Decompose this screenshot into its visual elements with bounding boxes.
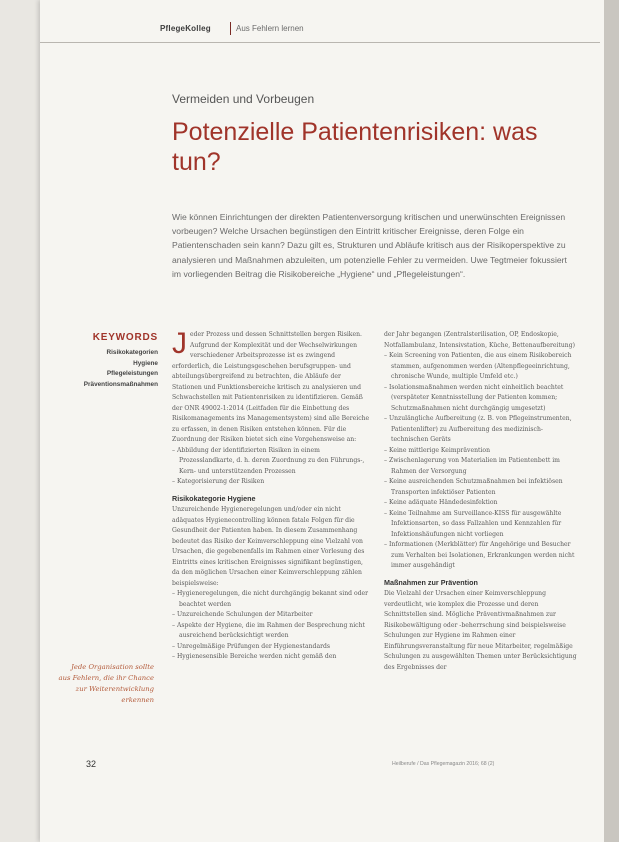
keywords-list: [60, 348, 158, 390]
bullet-text: Unzureichende Schulungen der Mitarbeiter: [176, 611, 313, 618]
pull-quote: Jede Organisation sollte aus Fehlern, die ihr Chance zur Weiterentwicklung erkennen: [58, 663, 154, 704]
bullet-item: – Zwischenlagerung von Materialien im Patientenbett im Rahmen der Versorgung: [384, 457, 560, 475]
keyword-item: Hygiene: [133, 359, 158, 367]
keywords-heading: KEYWORDS: [92, 332, 158, 343]
article-title: Potenzielle Patientenrisiken: was tun?: [172, 118, 538, 176]
bullet-text: Kategorisierung der Risiken: [176, 478, 265, 485]
body-paragraph: Die Vielzahl der Ursachen einer Keimverschleppung verdeutlicht, wie komplex die Prozesse und deren Schnittstellen sind. Mögliche Präventivmaßnahmen zur Risikobewältigung oder -beherrschung sind beispielsweise Schulungen zur Hygiene im Rahmen einer Einführungsveranstaltung für neue Mitarbeiter, regelmäßige Schulungen zu ausgewählten Themen unter Berücksichtigung des Ergebnisses der: [384, 590, 577, 671]
bullet-item: – Isolationsmaßnahmen werden nicht einheitlich beachtet (verspäteter Kenntnisstellung der Patienten kommen; Schutzmaßnahmen nicht durchgängig umgesetzt): [384, 383, 564, 412]
bullet-text: Zwischenlagerung von Materialien im Patientenbett im Rahmen der Versorgung: [388, 457, 560, 475]
keyword-item: Präventionsmaßnahmen: [83, 380, 158, 388]
bullet-item: – Unzureichende Schulungen der Mitarbeiter: [172, 611, 313, 618]
journal-footer: Heilberufe / Das Pflegemagazin 2016; 68 (2): [392, 761, 495, 767]
bullet-text: Isolationsmaßnahmen werden nicht einheitlich beachtet (verspäteter Kenntnisstellung der Patienten kommen; Schutzmaßnahmen nicht durchgängig umgesetzt): [388, 383, 564, 412]
bullet-text: Unregelmäßige Prüfungen der Hygienestandards: [176, 642, 331, 650]
bullet-item: – Keine Teilnahme am Surveillance-KISS für ausgewählte Infektionsarten, so dass Fallzahlen und Kennzahlen für Infektionshäufungen nicht vorliegen: [384, 509, 562, 538]
bullet-text: Hygieneregelungen, die nicht durchgängig bekannt sind oder beachtet werden: [176, 590, 369, 608]
body-paragraph: Unzureichende Hygieneregelungen und/oder ein nicht adäquates Hygienecontrolling können fatale Folgen für die Gesundheit der Patienten haben. In diesem Zusammenhang bedeutet das Risiko der Keimverschleppung eine Vielzahl von Ursachen, die gegebenenfalls im Rahmen einer Vorlesung des Eintritts eines kritischen Ereignisses signifikant begünstigen, da den möglichen Ursachen einer Keimverschleppung zählen beispielsweise:: [172, 506, 365, 587]
bullet-text: Unzulängliche Aufbereitung (z. B. von Pflegeinstrumenten, Patientenlifter) zu Aufbereitung des medizinisch-technischen Geräts: [388, 415, 572, 443]
header-brand: PflegeKolleg: [160, 24, 211, 33]
bullet-item: – Kategorisierung der Risiken: [172, 478, 265, 485]
keyword-item: Pflegeleistungen: [106, 370, 158, 378]
section-heading: Maßnahmen zur Prävention: [384, 577, 478, 587]
section-heading: Risikokategorie Hygiene: [172, 493, 256, 503]
bullet-text: Keine ausreichenden Schutzmaßnahmen bei infektiösen Transporten infektiöser Patienten: [388, 478, 563, 496]
bullet-item: – Keine ausreichenden Schutzmaßnahmen bei infektiösen Transporten infektiöser Patienten: [384, 478, 563, 496]
intro-paragraph: Wie können Einrichtungen der direkten Patientenversorgung kritischen und unerwünschten Ereignissen vorbeugen? Welche Ursachen begünstigen den Eintritt kritischer Ereignisse, deren Folge ein Patientenschaden sein kann? Dazu gilt es, Strukturen und Abläufe kritisch aus der Risikoperspektive zu analysieren und Maßnahmen abzuleiten, um potenzielle Fehler zu vermeiden. Uwe Tegtmeier fokussiert im vorliegenden Beitrag die Risikobereiche „Hygiene“ und „Pflegeleistungen“.: [172, 212, 567, 279]
bullet-item: – Informationen (Merkblätter) für Angehörige und Besucher zum Verhalten bei Isolationen, Erkrankungen werden nicht immer ausgehändigt: [384, 541, 575, 569]
drop-cap: J: [172, 327, 187, 360]
bullet-item: – Hygieneregelungen, die nicht durchgängig bekannt sind oder beachtet werden: [172, 590, 369, 608]
bullet-text: Kein Screening von Patienten, die aus einem Risikobereich stammen, aufgenommen werden (Altenpflegeeinrichtung, chronische Wunde, multiple Umfeld etc.): [388, 352, 572, 380]
lead-paragraph: eder Prozess und dessen Schnittstellen bergen Risiken. Aufgrund der Komplexität und der Wechselwirkungen verschiedener Arbeitsprozesse ist es zwingend erforderlich, die Leistungsgeschehen berufsgruppen- und abteilungsübergreifend zu betrachten, die Abläufe der Stationen und Funktionsbereiche kritisch zu analysieren und Schwachstellen mit Patientenrisiken zu identifizieren. Gemäß der ONR 49002-1:2014 (Leitfaden für die Einbettung des Risikomanagements ins Managementsystem) sind alle Bereiche zu erfassen, in denen Risiken entstehen können. Für die Zuordnung der Risiken bietet sich eine Vorgehensweise an:: [172, 331, 370, 443]
keyword-item: Risikokategorien: [106, 349, 158, 356]
bullet-item: – Kein Screening von Patienten, die aus einem Risikobereich stammen, aufgenommen werden (Altenpflegeeinrichtung, chronische Wunde, multiple Umfeld etc.): [384, 352, 572, 380]
header-rule: [40, 42, 600, 43]
bullet-text: Abbildung der identifizierten Risiken in einem Prozesslandkarte, d. h. deren Zuordnung zu den Führungs-, Kern- und unterstützenden Prozessen: [176, 446, 365, 475]
body-column-1: [172, 327, 370, 663]
bullet-item: – Aspekte der Hygiene, die im Rahmen der Besprechung nicht ausreichend berücksichtigt werden: [172, 621, 365, 639]
bullet-item: – Abbildung der identifizierten Risiken in einem Prozesslandkarte, d. h. deren Zuordnung zu den Führungs-, Kern- und unterstützenden Prozessen: [172, 446, 365, 475]
body-column-2: [384, 330, 578, 673]
bullet-item: – Keine adäquate Händedesinfektion: [384, 499, 498, 506]
body-paragraph: der Jahr begangen (Zentralsterilisation, OP, Endoskopie, Notfallambulanz, Intensivstation, Küche, Bettenaufbereitung): [384, 331, 576, 349]
bullet-item: – Keine mittlerige Keimprävention: [384, 446, 491, 454]
bullet-item: – Unzulängliche Aufbereitung (z. B. von Pflegeinstrumenten, Patientenlifter) zu Aufbereitung des medizinisch-technischen Geräts: [384, 415, 572, 443]
bullet-item: – Hygienesensible Bereiche werden nicht gemäß den: [172, 653, 337, 660]
page-number: 32: [86, 759, 97, 769]
kicker: Vermeiden und Vorbeugen: [172, 92, 315, 106]
bullet-item: – Unregelmäßige Prüfungen der Hygienestandards: [172, 642, 331, 650]
bullet-text: Informationen (Merkblätter) für Angehörige und Besucher zum Verhalten bei Isolationen, Erkrankungen werden nicht immer ausgehändigt: [388, 541, 575, 569]
bullet-text: Aspekte der Hygiene, die im Rahmen der Besprechung nicht ausreichend berücksichtigt werden: [176, 621, 365, 639]
bullet-text: Keine Teilnahme am Surveillance-KISS für ausgewählte Infektionsarten, so dass Fallzahlen und Kennzahlen für Infektionshäufungen nicht vorliegen: [388, 509, 562, 538]
header-topic: Aus Fehlern lernen: [236, 24, 304, 33]
bullet-text: Keine adäquate Händedesinfektion: [388, 499, 498, 506]
bullet-text: Hygienesensible Bereiche werden nicht gemäß den: [176, 653, 337, 660]
page-edge: [604, 0, 619, 842]
bullet-text: Keine mittlerige Keimprävention: [388, 446, 491, 454]
header-separator: [230, 22, 231, 35]
